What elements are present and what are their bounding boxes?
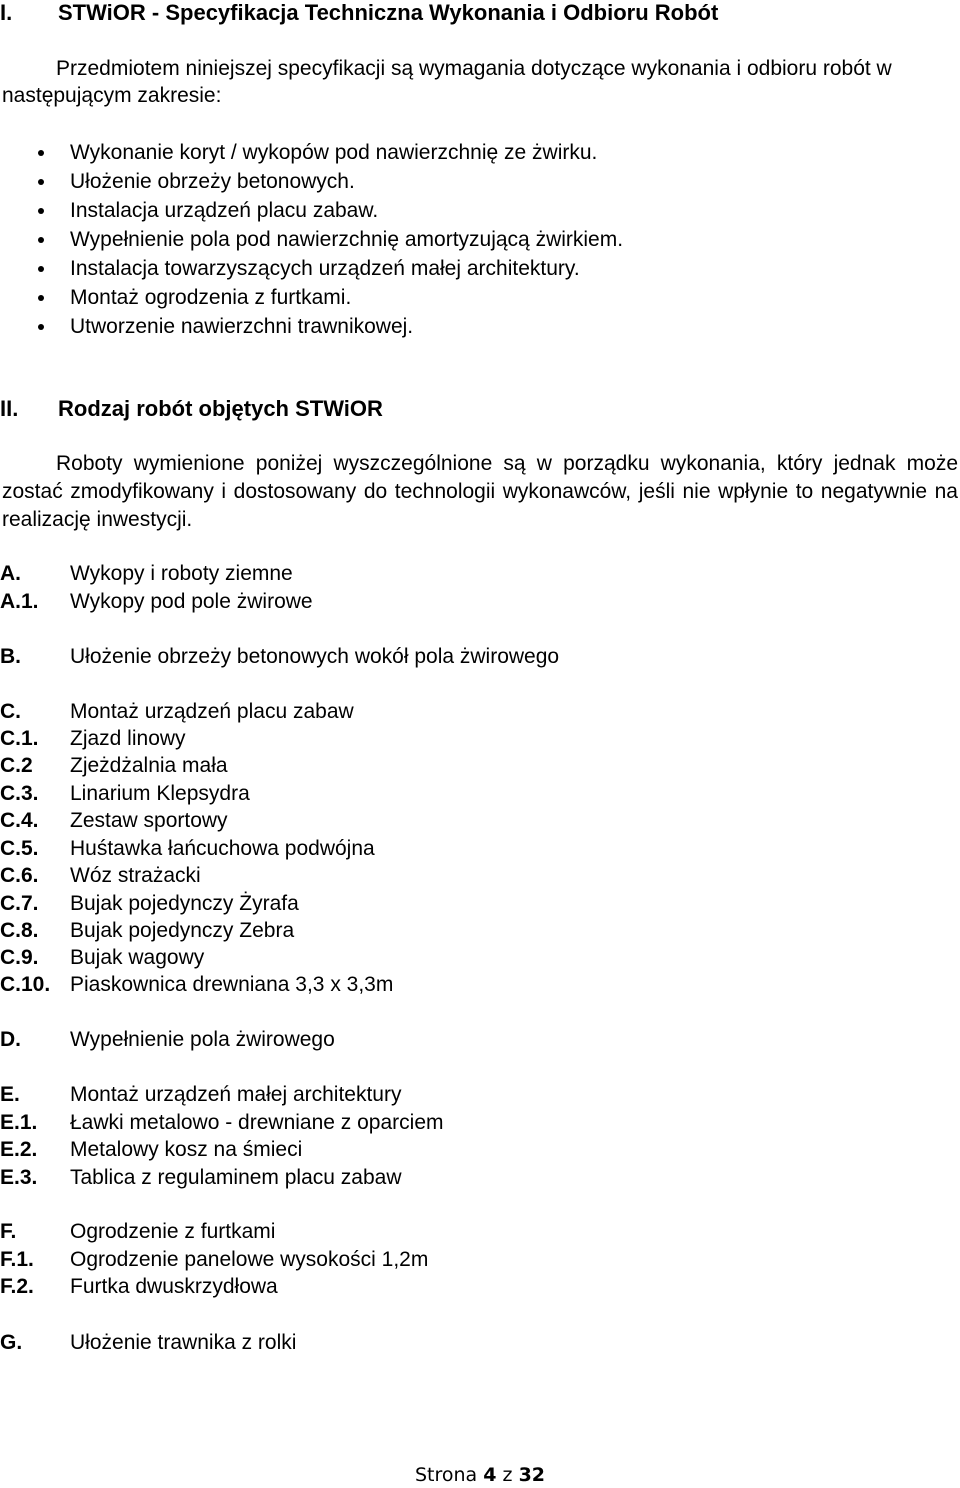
bullet-icon: [38, 208, 44, 214]
bullet-icon: [38, 266, 44, 272]
work-item-code: G.: [0, 1331, 23, 1354]
work-item-label: Bujak wagowy: [70, 946, 205, 969]
bullet-icon: [38, 295, 44, 301]
work-item-code: F.2.: [0, 1275, 34, 1298]
work-item-label: Wypełnienie pola żwirowego: [70, 1028, 335, 1051]
work-item-code: B.: [0, 645, 21, 668]
list-item: [0, 312, 960, 341]
list-item-text: Wypełnienie pola pod nawierzchnię amortyzującą żwirkiem.: [70, 228, 624, 251]
work-item-label: Ogrodzenie panelowe wysokości 1,2m: [70, 1248, 429, 1271]
list-item-text: Wykonanie koryt / wykopów pod nawierzchnię ze żwirku.: [70, 141, 598, 164]
list-item-text: Utworzenie nawierzchni trawnikowej.: [70, 315, 414, 338]
bullet-icon: [38, 324, 44, 330]
work-item-code: C.5.: [0, 837, 39, 860]
work-item-code: E.1.: [0, 1111, 38, 1134]
work-item-label: Linarium Klepsydra: [70, 782, 250, 805]
work-item-code: C.9.: [0, 946, 39, 969]
section-2-title: Rodzaj robót objętych STWiOR: [58, 396, 383, 421]
list-item: [0, 167, 960, 196]
work-item-label: Ułożenie obrzeży betonowych wokół pola żwirowego: [70, 645, 560, 668]
work-item-code: A.: [0, 562, 21, 585]
work-item-code: C.10.: [0, 973, 51, 996]
work-item-code: E.: [0, 1083, 20, 1106]
work-item-label: Ułożenie trawnika z rolki: [70, 1331, 297, 1354]
work-item-code: C.2: [0, 754, 33, 777]
work-item-label: Montaż urządzeń małej architektury: [70, 1083, 402, 1106]
bullet-icon: [38, 150, 44, 156]
bullet-icon: [38, 237, 44, 243]
work-item-label: Furtka dwuskrzydłowa: [70, 1275, 278, 1298]
work-item-label: Wóz strażacki: [70, 864, 201, 887]
work-item-code: D.: [0, 1028, 21, 1051]
page-footer: [0, 1464, 960, 1486]
work-item-label: Ławki metalowo - drewniane z oparciem: [70, 1111, 444, 1134]
list-item-text: Ułożenie obrzeży betonowych.: [70, 170, 355, 193]
work-item-code: C.3.: [0, 782, 39, 805]
list-item: [0, 138, 960, 167]
work-item-label: Ogrodzenie z furtkami: [70, 1220, 276, 1243]
work-item-code: C.6.: [0, 864, 39, 887]
work-item-label: Wykopy pod pole żwirowe: [70, 590, 313, 613]
work-item-code: F.: [0, 1220, 17, 1243]
work-item-label: Huśtawka łańcuchowa podwójna: [70, 837, 375, 860]
list-item-text: Instalacja towarzyszących urządzeń małej architektury.: [70, 257, 580, 280]
work-item-code: C.1.: [0, 727, 39, 750]
section-2-number: II.: [0, 396, 19, 421]
work-item-code: C.: [0, 700, 21, 723]
list-item-text: Montaż ogrodzenia z furtkami.: [70, 286, 352, 309]
list-item: [0, 225, 960, 254]
work-item-code: E.2.: [0, 1138, 38, 1161]
work-item-code: E.3.: [0, 1166, 38, 1189]
list-item: [0, 254, 960, 283]
work-item-code: A.1.: [0, 590, 39, 613]
bullet-icon: [38, 179, 44, 185]
page-separator: z: [502, 1464, 513, 1486]
work-item-label: Bujak pojedynczy Żyrafa: [70, 892, 299, 915]
total-page-count: 32: [518, 1464, 546, 1486]
scope-bullet-list: [0, 138, 960, 341]
work-item-label: Wykopy i roboty ziemne: [70, 562, 293, 585]
list-item-text: Instalacja urządzeń placu zabaw.: [70, 199, 379, 222]
list-item: [0, 196, 960, 225]
section-1-intro: Przedmiotem niniejszej specyfikacji są wymagania dotyczące wykonania i odbioru robót w następującym zakresie:: [2, 57, 892, 107]
work-item-label: Piaskownica drewniana 3,3 x 3,3m: [70, 973, 394, 996]
work-item-code: C.8.: [0, 919, 39, 942]
work-item-label: Zestaw sportowy: [70, 809, 228, 832]
section-1-title: STWiOR - Specyfikacja Techniczna Wykonania i Odbioru Robót: [58, 0, 719, 25]
section-2-paragraph: Roboty wymienione poniżej wyszczególnione są w porządku wykonania, który jednak może zostać zmodyfikowany i dostosowany do technologii wykonawców, jeśli nie wpłynie to negatywnie na realizację inwestycji.: [2, 452, 958, 531]
work-item-label: Tablica z regulaminem placu zabaw: [70, 1166, 402, 1189]
page-label: Strona: [414, 1464, 478, 1486]
work-item-label: Zjazd linowy: [70, 727, 186, 750]
work-item-code: C.4.: [0, 809, 39, 832]
list-item: [0, 283, 960, 312]
section-1-number: I.: [0, 0, 13, 25]
work-item-label: Metalowy kosz na śmieci: [70, 1138, 303, 1161]
work-item-label: Montaż urządzeń placu zabaw: [70, 700, 354, 723]
work-item-label: Bujak pojedynczy Zebra: [70, 919, 295, 942]
work-item-label: Zjeżdżalnia mała: [70, 754, 228, 777]
work-item-code: F.1.: [0, 1248, 34, 1271]
work-item-code: C.7.: [0, 892, 39, 915]
current-page-number: 4: [483, 1464, 497, 1486]
